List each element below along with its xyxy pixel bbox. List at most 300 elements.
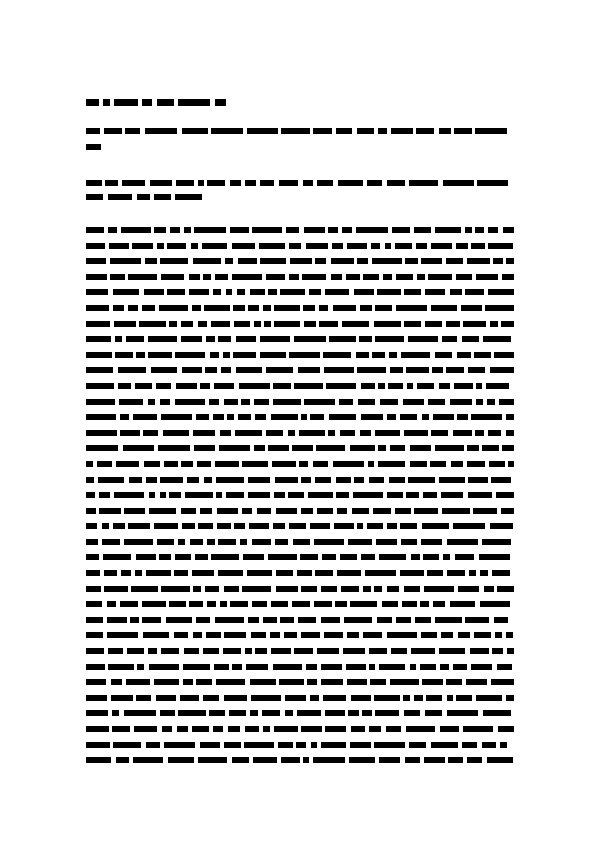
text-word [410,445,431,451]
text-word [193,586,201,592]
text-word [129,477,142,483]
text-word [356,227,388,233]
text-word [268,445,289,451]
text-word [198,180,204,186]
text-word [439,648,465,654]
text-word [164,461,178,467]
text-word [115,352,133,358]
text-word [278,742,293,748]
text-word [236,336,256,342]
text-word [360,305,372,311]
text-word [341,586,359,592]
text-word [142,99,152,106]
text-word [279,679,304,685]
text-word [390,367,403,373]
text-word [190,539,203,545]
text-word [435,617,462,623]
text-word [276,508,297,514]
text-word [86,601,102,607]
text-word [122,180,145,186]
text-word [230,227,249,233]
document-subtitle [86,180,514,208]
text-word [306,664,317,670]
text-word [239,383,270,389]
text-word [181,461,193,467]
text-word [369,726,381,732]
text-word [375,710,399,716]
text-word [268,289,277,295]
text-word [387,523,397,529]
text-word [160,492,166,498]
text-word [411,648,435,654]
text-word [143,632,169,638]
text-word [323,695,346,701]
text-line [86,414,514,420]
text-word [116,461,139,467]
text-word [124,710,156,716]
text-word [348,539,372,545]
text-word [395,508,411,514]
text-word [109,243,129,249]
text-word [125,128,140,134]
text-word [458,632,470,638]
text-word [307,679,317,685]
text-word [86,194,103,200]
text-word [387,492,403,498]
text-line [86,461,514,467]
text-word [465,227,472,233]
text-word [160,258,188,264]
text-line [86,679,514,685]
text-word [335,601,347,607]
text-word [189,274,200,280]
text-word [273,383,291,389]
text-word [169,601,186,607]
text-word [204,477,212,483]
text-word [193,632,202,638]
text-word [321,586,337,592]
text-word [352,508,369,514]
text-word [378,445,386,451]
text-line [86,523,514,529]
text-word [264,321,271,327]
text-word [416,128,434,134]
text-word [218,570,243,576]
text-word [440,664,449,670]
text-word [86,726,109,732]
text-word [431,243,452,249]
text-word [103,99,110,106]
text-word [241,399,250,405]
text-word [161,414,192,420]
text-word [501,321,514,327]
text-word [456,243,468,249]
text-word [124,508,145,514]
text-word [491,679,514,685]
text-word [86,180,102,186]
text-word [298,367,320,373]
text-word [369,664,375,670]
text-word [390,679,419,685]
text-word [374,742,405,748]
text-word [142,601,166,607]
text-word [404,586,420,592]
text-word [433,601,445,607]
text-word [251,695,281,701]
text-word [450,289,462,295]
text-line [86,243,514,249]
text-word [248,305,259,311]
text-word [494,617,508,623]
text-word [149,508,176,514]
text-word [232,664,242,670]
text-word [387,586,399,592]
text-word [289,274,299,280]
text-word [128,523,150,529]
text-word [328,430,335,436]
text-line [86,383,514,389]
text-word [303,757,309,763]
text-word [475,128,507,134]
text-word [157,243,164,249]
text-word [506,258,514,264]
text-word [128,305,138,311]
text-word [301,414,307,420]
text-word [213,289,221,295]
text-word [342,321,369,327]
text-word [242,508,252,514]
text-word [315,477,331,483]
text-word [118,383,131,389]
text-line [86,144,514,150]
text-word [454,383,473,389]
text-word [316,445,345,451]
text-word [175,399,205,405]
text-word [391,128,413,134]
text-word [329,336,356,342]
text-word [302,274,326,280]
text-word [108,227,117,233]
text-word [104,128,122,134]
text-word [196,617,210,623]
text-word [118,367,146,373]
text-word [206,632,221,638]
text-word [485,305,514,311]
text-word [288,430,295,436]
text-word [214,664,229,670]
text-line [86,445,514,451]
text-word [301,632,320,638]
text-word [260,180,274,186]
text-word [130,617,139,623]
text-word [336,477,351,483]
text-word [86,258,106,264]
text-word [248,477,270,483]
text-line [86,430,514,436]
text-word [86,508,96,514]
text-word [167,243,186,249]
text-word [184,648,199,654]
text-word [347,679,367,685]
text-word [453,664,467,670]
text-word [309,289,321,295]
text-word [332,243,343,249]
text-word [103,554,131,560]
text-word [223,352,230,358]
text-word [232,757,249,763]
text-word [285,695,306,701]
text-word [310,523,330,529]
text-word [250,289,265,295]
text-word [205,367,217,373]
text-word [506,695,514,701]
text-line [86,648,514,654]
text-word [207,539,215,545]
text-word [274,726,298,732]
text-word [144,289,164,295]
text-word [498,726,514,732]
text-line [86,274,514,280]
text-word [401,539,417,545]
text-word [441,632,453,638]
text-word [183,679,193,685]
text-line [86,367,514,373]
text-word [441,492,463,498]
text-word [107,617,127,623]
text-word [113,742,141,748]
text-word [178,539,185,545]
text-word [502,445,514,451]
text-word [471,664,492,670]
text-word [406,726,435,732]
text-word [105,180,118,186]
text-word [492,570,510,576]
text-word [474,632,491,638]
text-line [86,586,514,592]
text-word [354,477,364,483]
text-word [183,664,210,670]
text-word [311,742,317,748]
text-word [207,180,225,186]
text-word [482,445,499,451]
text-word [99,492,110,498]
text-word [396,305,427,311]
text-word [299,461,308,467]
text-word [167,289,185,295]
text-word [301,586,317,592]
text-word [257,508,271,514]
text-word [389,477,405,483]
text-word [86,274,107,280]
text-word [279,180,298,186]
text-word [300,554,318,560]
text-word [375,430,400,436]
text-word [421,632,437,638]
text-word [196,679,212,685]
text-word [134,726,157,732]
text-word [346,274,360,280]
text-word [148,648,157,654]
text-word [169,321,177,327]
text-word [281,128,310,134]
text-word [440,726,459,732]
text-word [467,461,485,467]
text-word [363,632,382,638]
text-word [250,679,276,685]
body-text [86,227,514,773]
text-word [376,539,397,545]
text-word [454,128,472,134]
text-line [86,289,514,295]
text-line [86,601,514,607]
text-word [377,289,401,295]
text-word [361,554,375,560]
text-word [414,695,423,701]
text-word [148,336,177,342]
text-word [337,570,361,576]
text-word [161,648,179,654]
text-word [108,664,134,670]
text-word [387,414,396,420]
text-word [293,539,310,545]
text-word [465,617,489,623]
text-word [353,492,383,498]
text-word [113,305,124,311]
text-word [112,726,130,732]
text-word [113,523,125,529]
text-word [243,554,264,560]
text-word [357,523,363,529]
text-word [237,289,245,295]
text-word [86,570,100,576]
text-word [235,430,262,436]
text-word [357,258,368,264]
text-word [348,710,359,716]
text-word [176,383,197,389]
text-word [317,180,333,186]
text-word [321,617,340,623]
text-word [198,321,207,327]
text-word [315,258,326,264]
text-word [308,492,333,498]
text-word [154,679,179,685]
text-word [189,289,209,295]
text-word [271,414,298,420]
text-word [336,128,352,134]
text-word [321,742,346,748]
text-word [149,664,179,670]
text-word [450,399,472,405]
text-word [197,461,211,467]
text-word [273,664,302,670]
text-word [211,128,243,134]
text-word [435,352,452,358]
text-word [502,274,514,280]
text-word [386,726,401,732]
text-word [151,367,177,373]
text-word [455,554,474,560]
text-word [406,367,429,373]
text-word [315,570,333,576]
text-word [272,461,296,467]
text-word [218,336,231,342]
text-word [378,128,387,134]
text-word [275,539,288,545]
text-word [86,742,110,748]
text-word [446,679,462,685]
text-word [176,180,194,186]
text-word [246,664,268,670]
text-word [480,570,488,576]
text-word [245,726,259,732]
text-word [447,695,453,701]
text-word [86,695,107,701]
text-word [471,243,485,249]
text-word [203,274,211,280]
text-word [405,258,418,264]
text-word [292,601,310,607]
text-word [325,710,345,716]
text-word [154,523,178,529]
text-word [475,227,484,233]
text-word [200,383,210,389]
text-word [217,508,238,514]
text-word [128,274,157,280]
text-word [86,399,115,405]
text-word [471,414,502,420]
text-word [314,539,344,545]
text-word [262,710,280,716]
text-line [86,258,514,264]
text-word [205,586,219,592]
text-word [224,399,238,405]
text-word [432,367,443,373]
text-word [136,554,156,560]
text-word [266,367,293,373]
text-word [380,399,398,405]
text-word [378,461,405,467]
text-word [379,664,405,670]
text-word [191,243,198,249]
text-word [407,383,413,389]
text-word [252,227,282,233]
text-word [210,352,219,358]
text-line [86,321,514,327]
text-word [86,664,105,670]
text-word [202,243,227,249]
text-word [126,336,144,342]
text-word [194,445,215,451]
text-word [415,617,431,623]
text-word [227,414,234,420]
text-word [263,617,277,623]
text-word [319,305,328,311]
text-line [86,352,514,358]
text-word [299,430,325,436]
text-word [301,508,313,514]
text-word [213,414,224,420]
text-word [294,336,326,342]
text-line [86,305,514,311]
text-word [137,194,150,200]
text-word [350,601,377,607]
text-word [425,321,442,327]
text-word [404,321,421,327]
text-word [421,258,442,264]
text-word [405,757,420,763]
text-word [216,679,245,685]
text-word [313,128,332,134]
